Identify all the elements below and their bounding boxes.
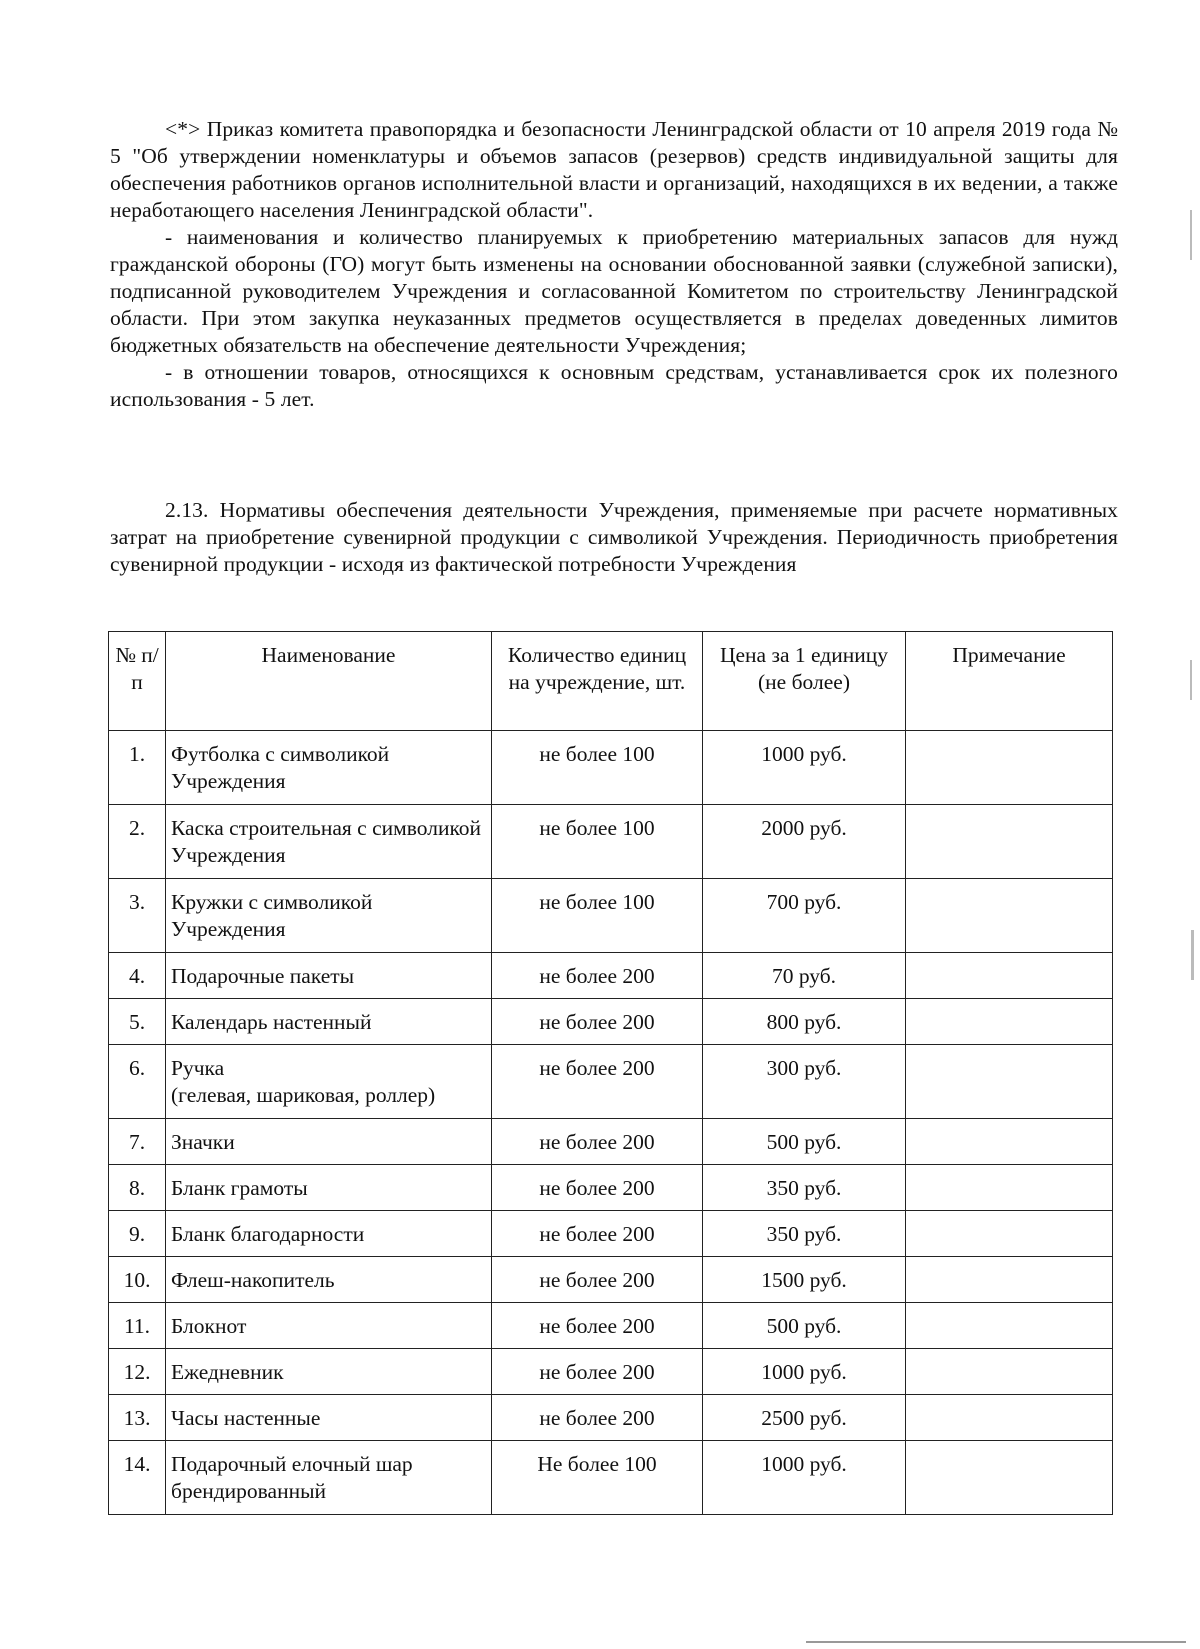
row-note [906, 999, 1113, 1045]
table-row [109, 1045, 1113, 1119]
row-num: 5. [109, 999, 166, 1045]
row-qty: не более 200 [492, 1303, 703, 1349]
row-note [906, 1395, 1113, 1441]
row-name: Блокнот [166, 1303, 492, 1349]
table-row [109, 731, 1113, 805]
table-row [109, 1395, 1113, 1441]
row-name: Подарочный елочный шар брендированный [166, 1441, 492, 1515]
row-name: Футболка с символикой Учреждения [166, 731, 492, 805]
table-row [109, 1165, 1113, 1211]
row-qty: не более 200 [492, 1211, 703, 1257]
row-note [906, 731, 1113, 805]
row-num: 8. [109, 1165, 166, 1211]
row-price: 800 руб. [703, 999, 906, 1045]
table-row [109, 805, 1113, 879]
table-row [109, 953, 1113, 999]
row-note [906, 1349, 1113, 1395]
row-note [906, 1303, 1113, 1349]
row-note [906, 1119, 1113, 1165]
souvenir-norms-table [108, 631, 1113, 1515]
row-name: Подарочные пакеты [166, 953, 492, 999]
row-num: 1. [109, 731, 166, 805]
header-name: Наименование [166, 632, 492, 731]
table-row [109, 1349, 1113, 1395]
row-name-line1: Ручка [171, 1056, 225, 1080]
scan-artifact [1190, 210, 1192, 260]
row-qty: не более 200 [492, 1349, 703, 1395]
row-num: 10. [109, 1257, 166, 1303]
row-price: 500 руб. [703, 1303, 906, 1349]
row-note [906, 1441, 1113, 1515]
row-qty: Не более 100 [492, 1441, 703, 1515]
row-qty: не более 100 [492, 879, 703, 953]
row-qty: не более 200 [492, 999, 703, 1045]
row-price: 700 руб. [703, 879, 906, 953]
footnote-paragraph: <*> Приказ комитета правопорядка и безопасности Ленинградской области от 10 апреля 2019 года № 5 "Об утверждении номенклатуры и объемов запасов (резервов) средств индивидуальной защиты для обеспечения работников органов исполнительной власти и организаций, находящихся в их ведении, а также неработающего населения Ленинградской области". [110, 117, 1118, 222]
row-num: 14. [109, 1441, 166, 1515]
row-price: 2500 руб. [703, 1395, 906, 1441]
row-note [906, 879, 1113, 953]
table-row [109, 1441, 1113, 1515]
row-name: Флеш-накопитель [166, 1257, 492, 1303]
row-num: 9. [109, 1211, 166, 1257]
row-qty: не более 200 [492, 1165, 703, 1211]
header-qty: Количество единиц на учреждение, шт. [492, 632, 703, 731]
section-2-13 [110, 497, 1118, 578]
row-name: Ежедневник [166, 1349, 492, 1395]
row-price: 1000 руб. [703, 1441, 906, 1515]
row-name: Значки [166, 1119, 492, 1165]
table-row [109, 999, 1113, 1045]
row-note [906, 1257, 1113, 1303]
table-row [109, 1211, 1113, 1257]
scan-artifact [1191, 930, 1194, 980]
row-note [906, 1165, 1113, 1211]
row-name: Бланк благодарности [166, 1211, 492, 1257]
scan-artifact [806, 1641, 1186, 1643]
row-price: 2000 руб. [703, 805, 906, 879]
row-num: 3. [109, 879, 166, 953]
row-name: Бланк грамоты [166, 1165, 492, 1211]
row-note [906, 805, 1113, 879]
scan-artifact [1190, 660, 1192, 700]
row-name [166, 1045, 492, 1119]
section-heading-paragraph: 2.13. Нормативы обеспечения деятельности Учреждения, применяемые при расчете нормативных затрат на приобретение сувенирной продукции с символикой Учреждения. Периодичность приобретения сувенирной продукции - исходя из фактической потребности Учреждения [110, 498, 1118, 576]
header-note: Примечание [906, 632, 1113, 731]
row-num: 13. [109, 1395, 166, 1441]
row-price: 350 руб. [703, 1211, 906, 1257]
row-num: 2. [109, 805, 166, 879]
row-qty: не более 200 [492, 953, 703, 999]
row-name-line2: (гелевая, шариковая, роллер) [171, 1083, 436, 1107]
row-num: 4. [109, 953, 166, 999]
row-name: Кружки с символикой Учреждения [166, 879, 492, 953]
row-qty: не более 200 [492, 1045, 703, 1119]
row-name: Часы настенные [166, 1395, 492, 1441]
procurement-note-paragraph: - наименования и количество планируемых к приобретению материальных запасов для нужд гражданской обороны (ГО) могут быть изменены на основании обоснованной заявки (служебной записки), подписанной руководителем Учреждения и согласованной Комитетом по строительству Ленинградской области. При этом закупка неуказанных предметов осуществляется в пределах доведенных лимитов бюджетных обязательств на обеспечение деятельности Учреждения; [110, 225, 1118, 357]
row-price: 1000 руб. [703, 1349, 906, 1395]
row-price: 1000 руб. [703, 731, 906, 805]
row-qty: не более 200 [492, 1119, 703, 1165]
row-num: 12. [109, 1349, 166, 1395]
row-qty: не более 200 [492, 1395, 703, 1441]
row-price: 350 руб. [703, 1165, 906, 1211]
row-qty: не более 100 [492, 805, 703, 879]
row-price: 70 руб. [703, 953, 906, 999]
row-num: 11. [109, 1303, 166, 1349]
row-note [906, 1211, 1113, 1257]
row-price: 300 руб. [703, 1045, 906, 1119]
header-price: Цена за 1 единицу (не более) [703, 632, 906, 731]
row-price: 1500 руб. [703, 1257, 906, 1303]
row-price: 500 руб. [703, 1119, 906, 1165]
row-num: 6. [109, 1045, 166, 1119]
table-row [109, 879, 1113, 953]
row-name: Каска строительная с символикой Учреждения [166, 805, 492, 879]
row-note [906, 1045, 1113, 1119]
table-row [109, 1257, 1113, 1303]
useful-life-paragraph: - в отношении товаров, относящихся к основным средствам, устанавливается срок их полезного использования - 5 лет. [110, 360, 1118, 411]
row-num: 7. [109, 1119, 166, 1165]
table-row [109, 1303, 1113, 1349]
row-name: Календарь настенный [166, 999, 492, 1045]
table-header-row [109, 632, 1113, 731]
row-note [906, 953, 1113, 999]
row-qty: не более 100 [492, 731, 703, 805]
table-row [109, 1119, 1113, 1165]
intro-text [110, 116, 1118, 413]
header-num: № п/п [109, 632, 166, 731]
row-qty: не более 200 [492, 1257, 703, 1303]
